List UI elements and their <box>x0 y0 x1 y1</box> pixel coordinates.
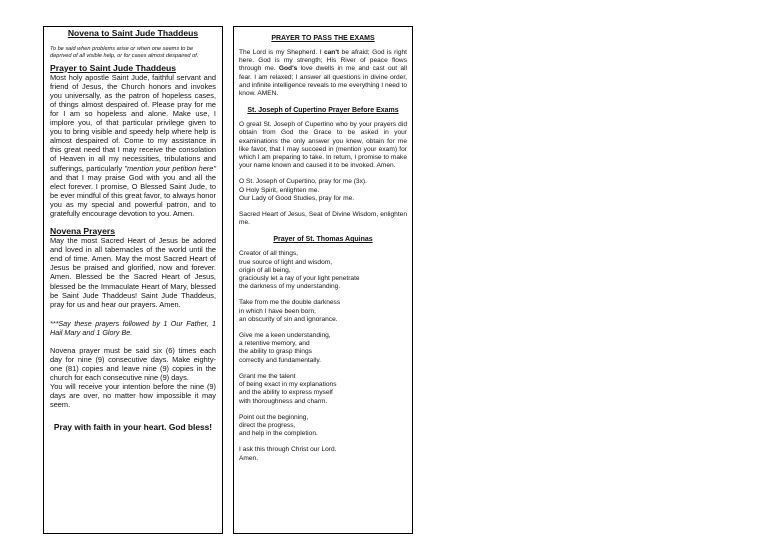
novena-promise: You will receive your intention before the nine (9) days are over, no matter how impossible it may seem. <box>50 382 216 410</box>
verse-line: of being exact in my explanations <box>239 381 337 389</box>
aquinas-stanza-1 <box>239 250 407 291</box>
verse-line: and the ability to express myself <box>239 389 333 397</box>
aquinas-stanza-6 <box>239 446 407 462</box>
verse-line: Amen. <box>239 454 259 462</box>
verse-line: Creator of all things, <box>239 250 299 258</box>
novena-title: Novena to Saint Jude Thaddeus <box>67 28 199 38</box>
exam-prayer-title: PRAYER TO PASS THE EXAMS <box>271 35 375 42</box>
verse-line: in which I have been born, <box>239 307 316 315</box>
prayer-heading: Prayer to Saint Jude Thaddeus <box>50 62 177 73</box>
prayer-text-part-b: and that I may praise God with you and all the elect forever. I promise, O Blessed Saint Jude, to be ever mindful of this great favor, to always honor you as my special and powerful patron, and to gratefully encourage devotion to you. Amen. <box>50 172 216 218</box>
verse-line: Grant me the talent <box>239 372 296 380</box>
invocation-line: Our Lady of Good Studies, pray for me. <box>239 194 355 202</box>
verse-line: the ability to grasp things <box>239 348 312 356</box>
verse-line: with thoroughness and charm. <box>239 397 328 405</box>
exam-text-cant: can't <box>323 49 340 56</box>
novena-prayers-heading: Novena Prayers <box>50 226 115 237</box>
verse-line: an obscurity of sin and ignorance. <box>239 315 338 323</box>
verse-line: Take from me the double darkness <box>239 299 341 307</box>
aquinas-stanza-3 <box>239 332 407 365</box>
cupertino-title: St. Joseph of Cupertino Prayer Before Exams <box>247 107 399 115</box>
verse-line: I ask this through Christ our Lord. <box>239 446 337 454</box>
invocation-line: O Holy Spirit, enlighten me. <box>239 186 320 194</box>
exam-prayer-text <box>239 49 407 98</box>
right-page-panel <box>233 26 413 534</box>
verse-line: Point out the beginning, <box>239 413 309 421</box>
verse-line: and help in the completion. <box>239 430 318 438</box>
cupertino-invocations <box>239 178 407 203</box>
aquinas-stanza-4 <box>239 373 407 406</box>
verse-line: a retentive memory, and <box>239 340 310 348</box>
novena-prayers-text: May the most Sacred Heart of Jesus be adored and loved in all tabernacles of the world until the end of time. Amen. May the most Sacred Heart of Jesus be praised and glorified, now and forever. Amen. Blessed be the Sacred Heart of Jesus, blessed be the Immaculate Heart of Mary, blessed be Saint Jude Thaddeus! Saint Jude Thaddeus, pray for us and hear our prayers. Amen. <box>50 236 216 309</box>
exam-text-3: love dwells in me and cast out all fear. I am relaxed; I answer all questions in divine order, and infinite intelligence reveals to me everything I need to know. AMEN. <box>239 65 407 98</box>
left-page-panel <box>43 26 223 534</box>
verse-line: graciously let a ray of your light penetrate <box>239 275 360 283</box>
prayer-text-part-a: Most holy apostle Saint Jude, faithful servant and friend of Jesus, the Church honors and invokes you universally, as the patron of hopeless cases, of things almost despaired of. Please pray for me for I am so hopeless and alone. Make use, I implore you, of that particular privilege given to you to bring visible and speedy help where help is almost despaired of. Come to my assistance in this great need that I may receive the consolation of Heaven in all my necessities, tribulations and sufferings, particularly <box>50 72 216 173</box>
verse-line: origin of all being, <box>239 266 291 274</box>
prayers-note: ***Say these prayers followed by 1 Our Father, 1 Hail Mary and 1 Glory Be. <box>50 318 216 337</box>
blessing-text: Pray with faith in your heart. God bless! <box>53 421 213 432</box>
verse-line: correctly and fundamentally. <box>239 356 321 364</box>
petition-placeholder-text: "mention your petition here" <box>124 163 216 173</box>
aquinas-stanza-2 <box>239 299 407 324</box>
invocation-line: O St. Joseph of Cupertino, pray for me (3x). <box>239 178 367 186</box>
exam-text-2: be afraid; God is right here. God is my strength; His River of peace flows through me. <box>239 49 407 73</box>
prayer-text <box>50 73 216 219</box>
verse-line: the darkness of my understanding. <box>239 283 341 291</box>
exam-text-gods: God's <box>278 65 298 73</box>
cupertino-text: O great St. Joseph of Cupertino who by your prayers did obtain from God the Grace to be asked in your examinations the only answer you knew, obtain for me like favor, that I may succeed in (mention your exam) for which I am preparing to take. In return, I promise to make your name known and caused it to be invoked. Amen. <box>239 121 407 170</box>
sacred-heart-line: Sacred Heart of Jesus, Seat of Divine Wisdom, enlighten me. <box>239 211 407 227</box>
verse-line: direct the progress, <box>239 421 296 429</box>
aquinas-stanza-5 <box>239 414 407 439</box>
exam-text-1: The Lord is my Shepherd. I <box>239 49 324 56</box>
novena-intro: To be said when problems arise or when one seems to be deprived of all visible help, or for cases almost despaired of. <box>50 46 199 59</box>
novena-instructions: Novena prayer must be said six (6) times each day for nine (9) consecutive days. Make eighty-one (81) copies and leave nine (9) copies in the church for each consecutive nine (9) days. <box>50 345 216 383</box>
verse-line: Give me a keen understanding, <box>239 332 331 340</box>
verse-line: true source of light and wisdom, <box>239 258 333 266</box>
aquinas-title: Prayer of St. Thomas Aquinas <box>273 236 373 244</box>
